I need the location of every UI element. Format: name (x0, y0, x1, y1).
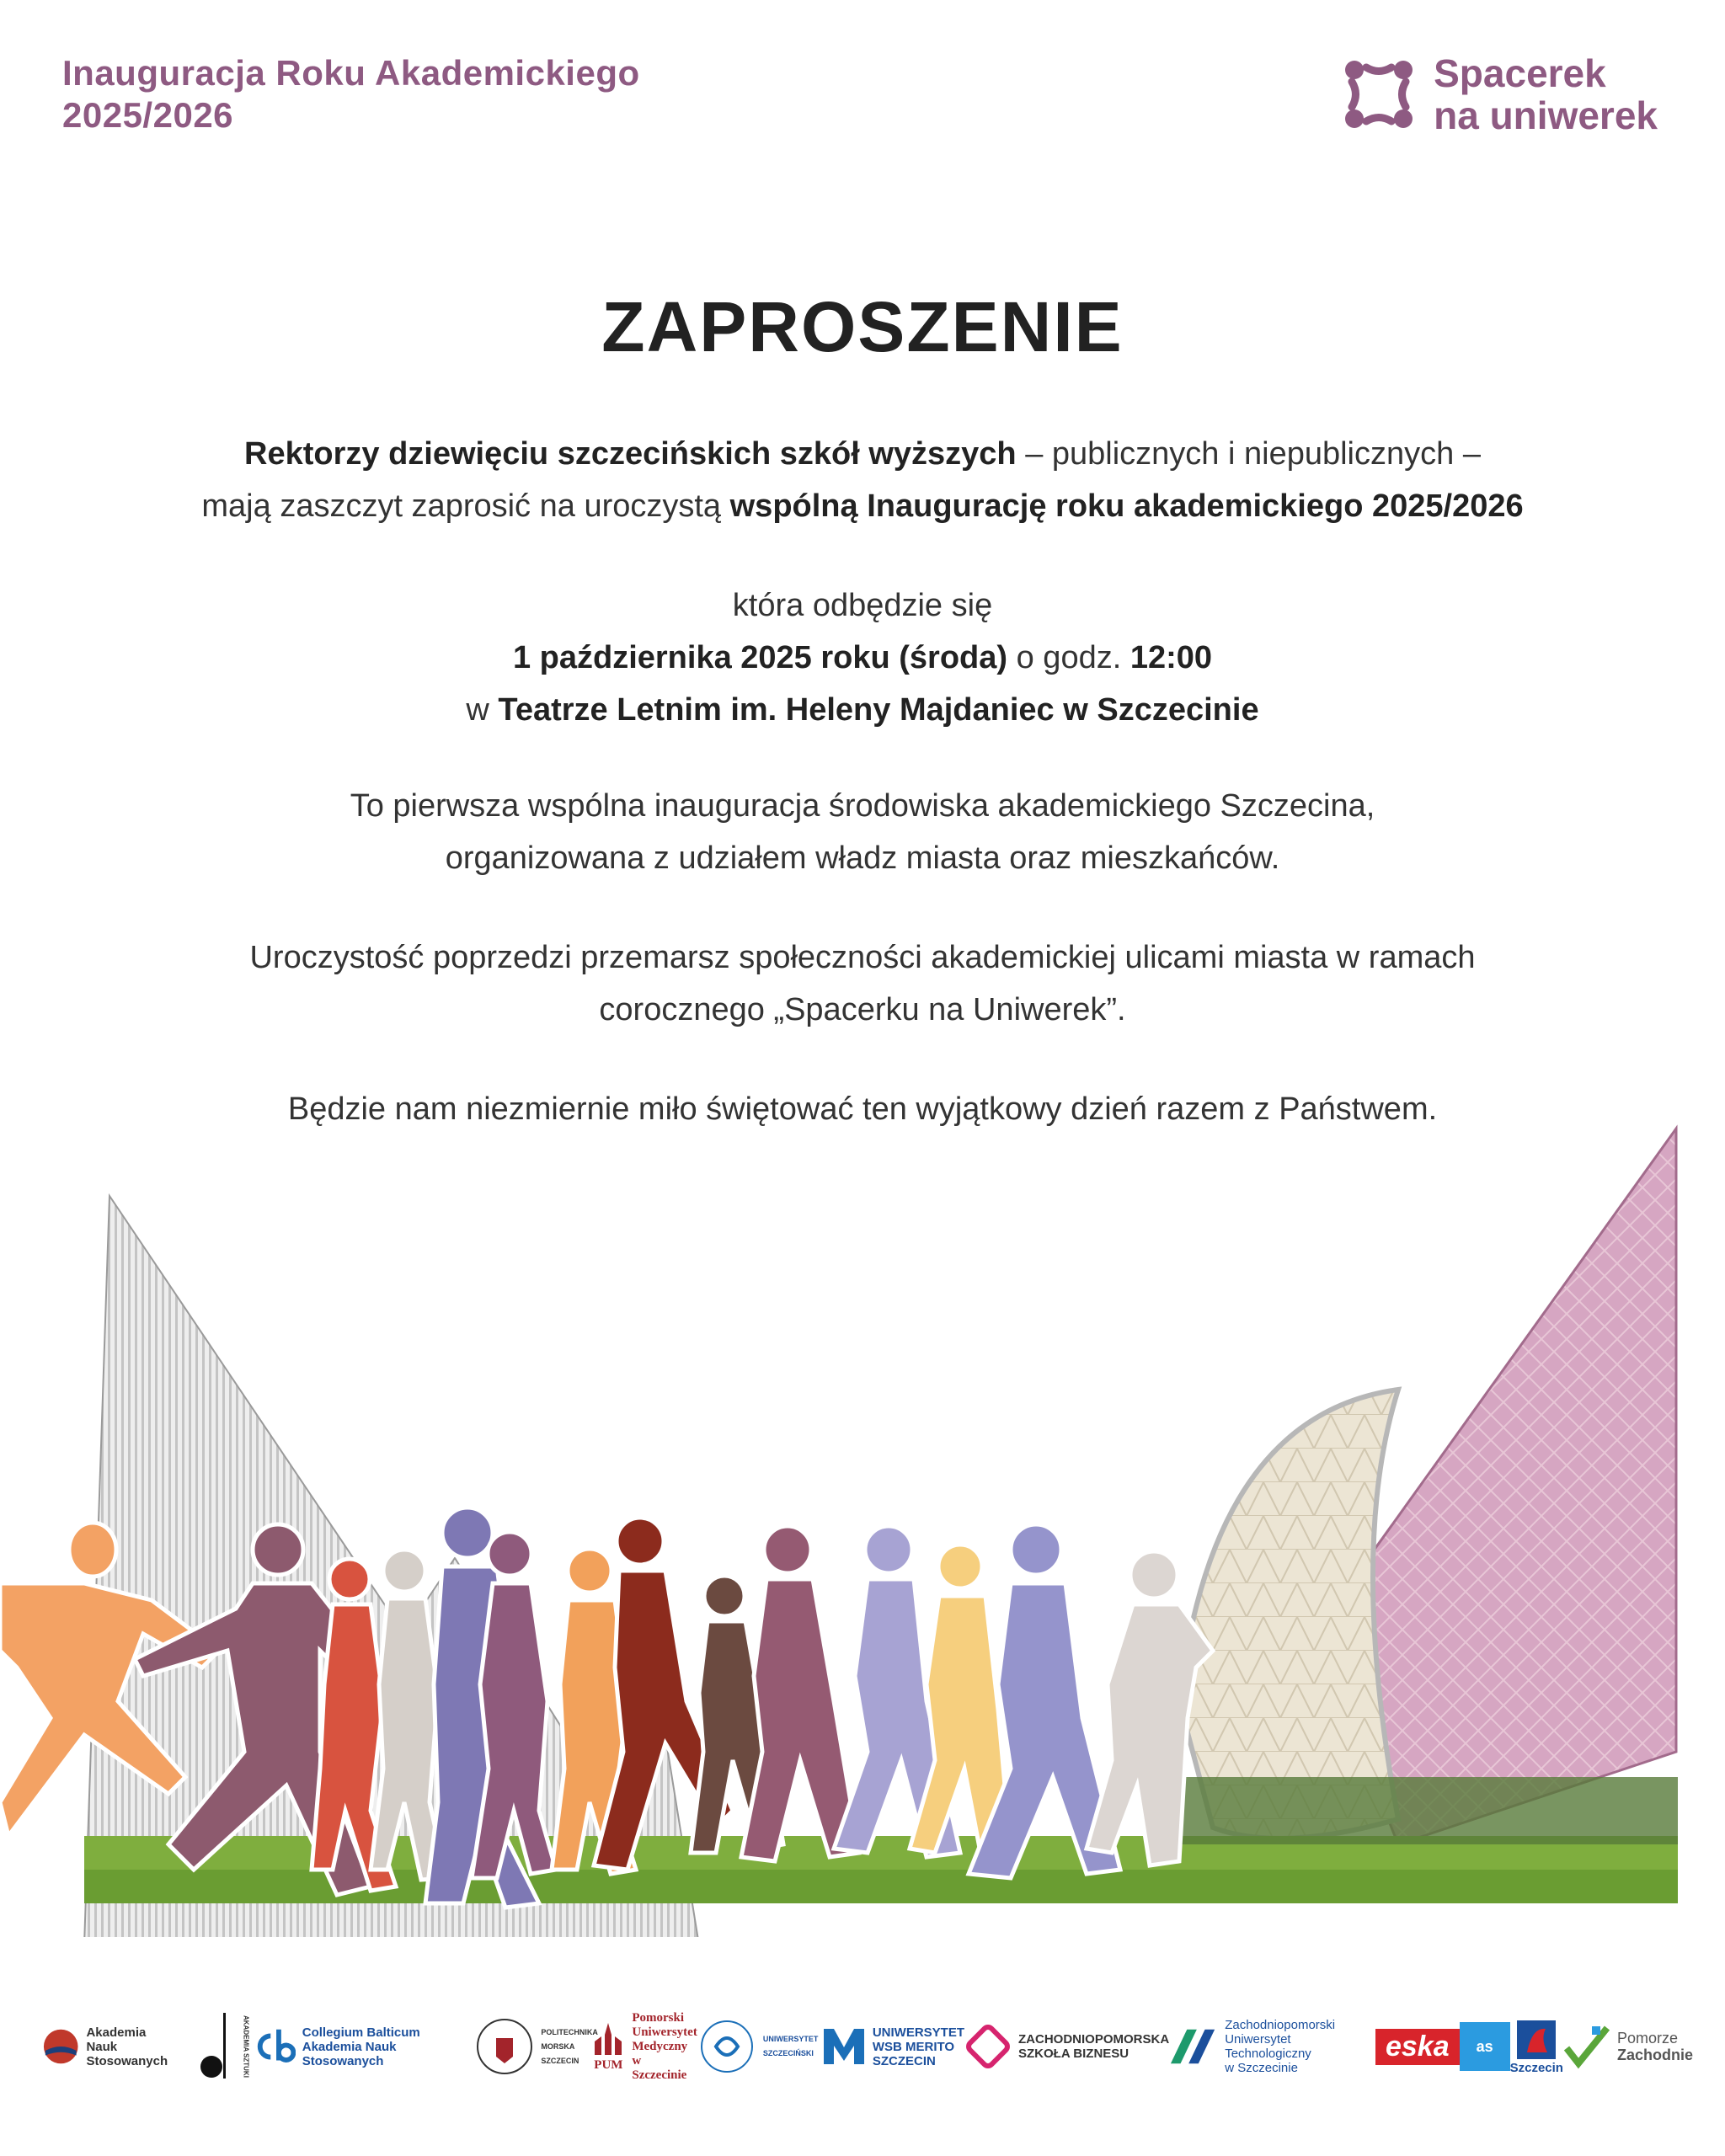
logo-szczecin (1510, 2019, 1563, 2075)
merito-line1: UNIWERSYTET (872, 2025, 965, 2040)
zut-line1: Zachodniopomorski (1225, 2018, 1336, 2032)
brand-line2: na uniwerek (1434, 93, 1658, 137)
griffin-icon (1515, 2019, 1557, 2061)
ans-line2: Nauk Stosowanych (86, 2039, 168, 2068)
time-prefix: o godz. (1007, 640, 1130, 675)
pum-short: PUM (594, 2057, 623, 2072)
page-title: ZAPROSZENIE (601, 287, 1124, 366)
balticum-line1: Collegium Balticum (302, 2025, 420, 2040)
eska-label: eska (1375, 2029, 1460, 2065)
logo-akademia-sztuki (198, 2013, 253, 2080)
church-icon (591, 2021, 625, 2058)
pum-line3: Medyczny (632, 2039, 688, 2053)
event-details (0, 579, 1725, 736)
pum-line4: w Szczecinie (632, 2053, 687, 2082)
logo-politechnika-morska (475, 2013, 598, 2080)
ans-line1: Akademia (86, 2025, 147, 2040)
intro-bold-1: Rektorzy dziewięciu szczecińskich szkół wyższych (244, 436, 1017, 472)
event-place: Teatrze Letnim im. Heleny Majdaniec w Szczecinie (498, 692, 1259, 728)
pum-line1: Pomorski (632, 2010, 685, 2025)
pomorze-check-icon (1563, 2023, 1610, 2070)
zut-stripes-icon (1169, 2027, 1218, 2066)
intro-bold-2: wspólną Inaugurację roku akademickiego 2025/2026 (729, 488, 1524, 524)
pomorze-line1: Pomorze (1616, 2030, 1679, 2047)
cb-icon (253, 2027, 295, 2066)
politechnika-label: POLITECHNIKA MORSKA SZCZECIN (541, 2027, 598, 2065)
paragraph-2-line2: corocznego „Spacerku na Uniwerek”. (599, 992, 1126, 1027)
event-name (62, 52, 640, 136)
event-time: 12:00 (1130, 640, 1213, 675)
merito-line2: WSB MERITO (872, 2039, 955, 2054)
pomorze-line2: Zachodnie (1616, 2047, 1693, 2063)
walking-crowd-illustration (0, 1112, 1725, 1937)
paragraph-1-line2: organizowana z udziałem władz miasta oraz mieszkańców. (445, 841, 1280, 876)
logo-as (1460, 2022, 1510, 2071)
logo-zpsb (964, 2023, 1169, 2070)
m-icon (822, 2027, 866, 2066)
intro-paragraph (0, 428, 1725, 532)
zut-line2: Uniwersytet Technologiczny (1225, 2032, 1311, 2061)
pum-line2: Uniwersytet (632, 2025, 697, 2039)
zpsb-line1: ZACHODNIOPOMORSKA (1018, 2032, 1170, 2047)
logo-uniwersytet-szczecinski (697, 2013, 822, 2080)
paragraph-1-line1: To pierwsza wspólna inauguracja środowiska akademickiego Szczecina, (350, 788, 1375, 824)
closing-line: Będzie nam niezmiernie miło świętować ten wyjątkowy dzień razem z Państwem. (287, 1091, 1438, 1127)
as-label: as (1460, 2022, 1510, 2071)
ring-icon (1341, 56, 1417, 132)
event-name-line1: Inauguracja Roku Akademickiego (62, 53, 640, 93)
logo-eska (1375, 2029, 1460, 2065)
brand-name (1434, 52, 1658, 136)
zpsb-line2: SZKOŁA BIZNESU (1018, 2047, 1130, 2061)
merito-line3: SZCZECIN (872, 2053, 936, 2068)
paragraph-2-line1: Uroczystość poprzedzi przemarsz społeczności akademickiej ulicami miasta w ramach (249, 940, 1476, 975)
intro-text-2: mają zaszczyt zaprosić na uroczystą (201, 488, 730, 524)
intro-text-1: – publicznych i niepublicznych – (1016, 436, 1481, 472)
silhouette-10 (741, 1526, 859, 1861)
logo-pum (591, 2011, 697, 2083)
crest-icon (475, 2013, 534, 2080)
note-icon (198, 2013, 232, 2080)
balticum-line2: Akademia Nauk Stosowanych (302, 2039, 397, 2068)
logo-collegium-balticum (253, 2025, 475, 2068)
details-intro: która odbędzie się (732, 588, 993, 623)
logo-ans (42, 2025, 198, 2068)
logo-pomorze-zachodnie (1563, 2023, 1693, 2070)
us-emblem-icon (697, 2013, 756, 2080)
place-prefix: w (466, 692, 499, 728)
logo-merito (822, 2025, 964, 2068)
event-date: 1 października 2025 roku (środa) (512, 640, 1008, 675)
brand-line1: Spacerek (1434, 51, 1606, 95)
zut-line3: w Szczecinie (1225, 2061, 1298, 2075)
university-building (1179, 1129, 1676, 1844)
diamond-icon (964, 2023, 1012, 2070)
szczecin-label: Szczecin (1509, 2060, 1563, 2075)
logo-zut (1169, 2018, 1375, 2075)
partner-logos (42, 2004, 1693, 2089)
ans-emblem-icon (42, 2027, 79, 2066)
sztuki-label: AKADEMIA SZTUKI (242, 2015, 250, 2078)
event-name-line2: 2025/2026 (62, 95, 234, 135)
paragraph-2 (0, 931, 1725, 1036)
brand-logo (1341, 52, 1658, 136)
paragraph-1 (0, 780, 1725, 884)
us-label: UNIWERSYTET SZCZECIŃSKI (762, 2035, 819, 2057)
